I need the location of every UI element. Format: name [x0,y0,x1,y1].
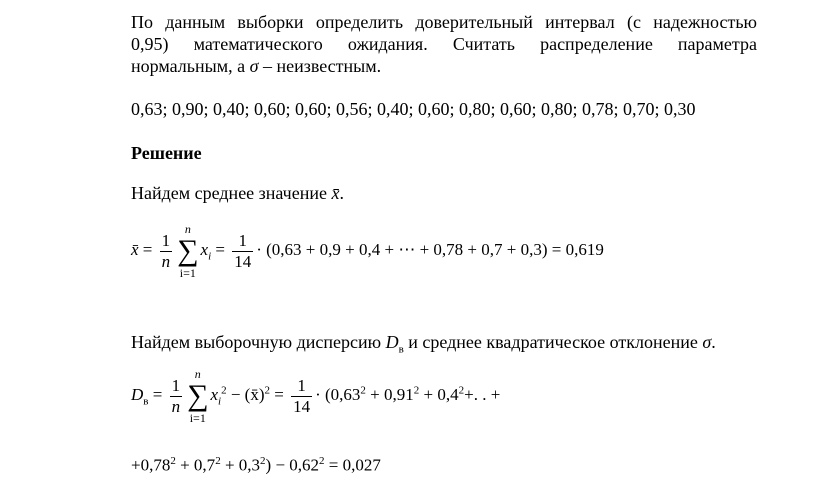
variance-formula: $D_в$ = $\frac{1}{n}$ n ∑ i=1 $x_i^2$ − (x̄)$^2$ = $\frac{1}{14}$ · ($0,63^2 + 0,91^2 + 0,4^2+$. . + [131,367,501,425]
variance-formula-continued: $+0,78^2 + 0,7^2 + 0,3^2) - 0,62^2 = 0,027$ [131,455,381,475]
problem-line-2: 0,95) математического ожидания. Считать распределение параметра [131,34,757,54]
fraction-1-over-n: $\frac{1}{n}$ [161,230,171,271]
problem-line-3: нормальным, а σ – неизвестным. [131,56,382,76]
sum-symbol: n ∑ i=1 [177,222,199,280]
mean-formula: x̄ = $\frac{1}{n}$ n ∑ i=1 $x_i$ = $\frac{1}{14}$ · (0,63 + 0,9 + 0,4 + ⋯ + 0,78 + 0,7 + 0,3) = 0,619 [131,222,604,280]
sum-symbol: n ∑ i=1 [187,367,209,425]
sample-values: 0,63; 0,90; 0,40; 0,60; 0,60; 0,56; 0,40; 0,60; 0,80; 0,60; 0,80; 0,78; 0,70; 0,30 [131,99,696,119]
fraction-1-over-14: $\frac{1}{14}$ [293,375,311,416]
solution-heading: Решение [131,143,202,163]
fraction-1-over-n: $\frac{1}{n}$ [171,375,181,416]
mean-intro: Найдем среднее значение x̄. [131,183,344,203]
fraction-1-over-14: $\frac{1}{14}$ [234,230,252,271]
problem-line-1: По данным выборки определить доверительный интервал (с надежностью [131,12,757,32]
variance-intro: Найдем выборочную дисперсию $D_в$ и среднее квадратическое отклонение σ. [131,332,716,356]
